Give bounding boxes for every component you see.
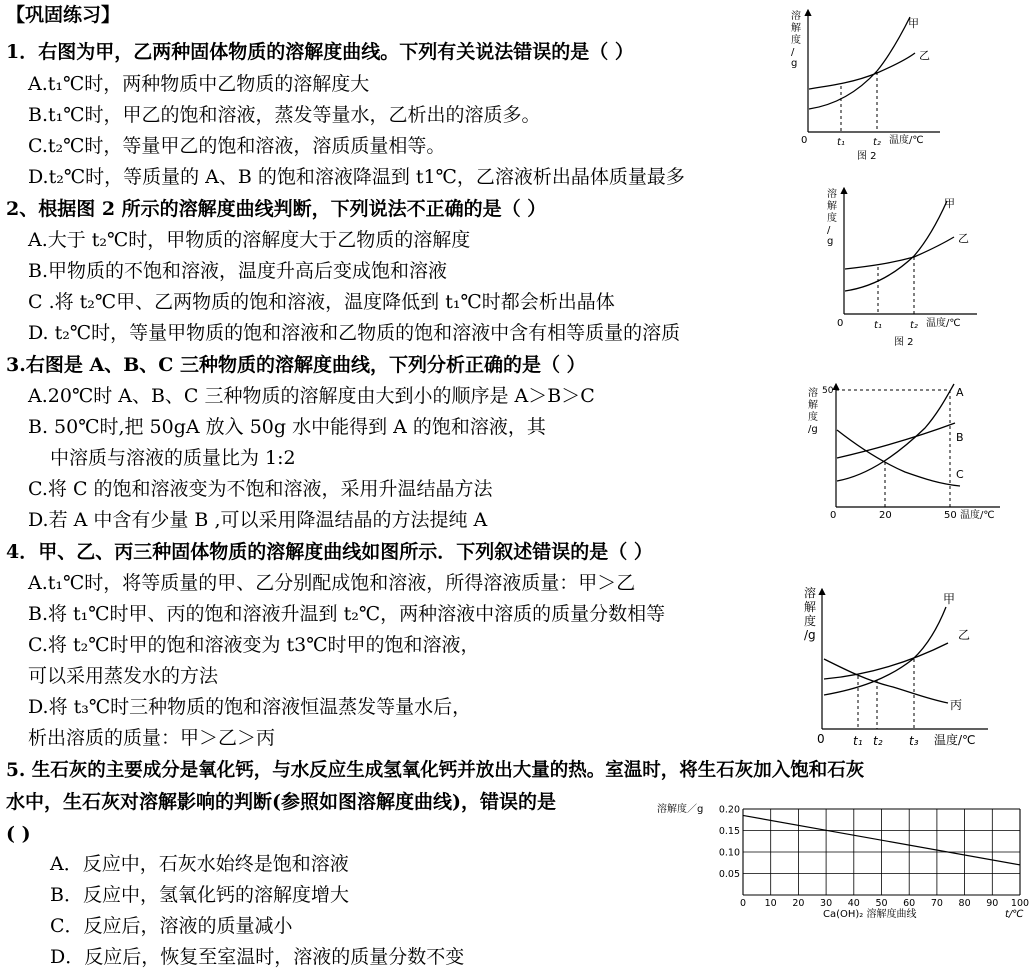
fig5-x-tick-label: 100 (1010, 898, 1030, 909)
fig4-ylabel-3: 度 (804, 614, 817, 628)
fig3-ylabel-3: 度 (808, 412, 818, 423)
q1-option-c: C.t₂℃时，等量甲乙的饱和溶液，溶质质量相等。 (28, 135, 446, 157)
q1-option-a: A.t₁℃时，两种物质中乙物质的溶解度大 (28, 73, 370, 95)
fig4-xlabel: 温度/℃ (934, 733, 976, 747)
fig4-t1-tick: t₁ (853, 734, 863, 748)
fig2-ylabel-1: 溶 (827, 189, 837, 200)
fig1-ylabel-3: 度 (791, 35, 801, 46)
fig5-x-tick-label: 50 (875, 898, 888, 909)
fig1-label-jia: 甲 (908, 17, 919, 30)
fig2-label-yi: 乙 (958, 232, 969, 245)
q2-stem: 2、根据图 2 所示的溶解度曲线判断，下列说法不正确的是（ ） (6, 198, 547, 220)
fig3-label-c: C (956, 468, 964, 481)
q4-option-c-line1: C.将 t₂℃时甲的饱和溶液变为 t3℃时甲的饱和溶液， (28, 634, 480, 656)
q4-option-a: A.t₁℃时，将等质量的甲、乙分别配成饱和溶液，所得溶液质量：甲＞乙 (28, 572, 636, 594)
q3-option-d: D.若 A 中含有少量 B ,可以采用降温结晶的方法提纯 A (28, 509, 488, 531)
fig2-curve-yi (845, 237, 954, 269)
fig2-xlabel: 温度/℃ (926, 318, 961, 329)
fig5-x-tick-label: 70 (930, 898, 943, 909)
q2-option-c: C .将 t₂℃甲、乙两物质的饱和溶液，温度降低到 t₁℃时都会析出晶体 (28, 291, 615, 313)
fig4-label-yi: 乙 (958, 628, 971, 642)
fig5-y-tick-label: 0.10 (718, 847, 740, 859)
fig5-x-tick-label: 80 (958, 898, 971, 909)
fig3-curve-a (837, 384, 954, 481)
q1-option-d: D.t₂℃时，等质量的 A、B 的饱和溶液降温到 t1℃，乙溶液析出晶体质量最多 (28, 166, 685, 188)
q5-stem-line1: 5. 生石灰的主要成分是氧化钙，与水反应生成氢氧化钙并放出大量的热。室温时，将生石灰加入饱和石灰 (6, 760, 865, 781)
q3-option-c: C.将 C 的饱和溶液变为不饱和溶液，采用升温结晶方法 (28, 478, 493, 500)
q2-option-b: B.甲物质的不饱和溶液，温度升高后变成饱和溶液 (28, 260, 448, 282)
fig5-ylabel: 溶解度／g (657, 804, 704, 815)
q2-option-d: D. t₂℃时，等量甲物质的饱和溶液和乙物质的饱和溶液中含有相等质量的溶质 (28, 322, 681, 344)
q3-stem: 3.右图是 A、B、C 三种物质的溶解度曲线，下列分析正确的是（ ） (6, 354, 586, 376)
fig2-label-jia: 甲 (944, 197, 955, 210)
fig2-curve-jia (845, 201, 947, 291)
q5-option-b: B．反应中，氢氧化钙的溶解度增大 (50, 884, 349, 906)
q3-option-b-line2: 中溶质与溶液的质量比为 1:2 (50, 447, 296, 469)
q3-option-a: A.20℃时 A、B、C 三种物质的溶解度由大到小的顺序是 A＞B＞C (28, 385, 595, 407)
fig1-ylabel-4: / (791, 47, 795, 58)
fig5-y-tick-label: 0.15 (718, 826, 740, 837)
fig5-x-tick-label: 40 (847, 898, 860, 909)
fig5-x-tick-label: 60 (903, 898, 916, 909)
fig5-y-tick-label: 0.20 (718, 804, 740, 816)
q5-answer-blank: ( ) (6, 823, 31, 845)
q3-option-b-line1: B. 50℃时,把 50gA 放入 50g 水中能得到 A 的饱和溶液，其 (28, 416, 546, 438)
fig1-origin: 0 (801, 135, 808, 146)
q5-option-c: C．反应后，溶液的质量减小 (50, 915, 293, 937)
fig5-x-tick-label: 20 (792, 898, 805, 909)
q4-option-d-line1: D.将 t₃℃时三种物质的饱和溶液恒温蒸发等量水后， (28, 696, 472, 718)
fig2-origin: 0 (837, 318, 844, 329)
fig4-t3-tick: t₃ (909, 734, 919, 748)
q5-option-a: A．反应中，石灰水始终是饱和溶液 (50, 853, 349, 875)
fig4-curve-jia (824, 607, 946, 695)
fig2-t2-tick: t₂ (910, 320, 918, 331)
q4-option-b: B.将 t₁℃时甲、丙的饱和溶液升温到 t₂℃，两种溶液中溶质的质量分数相等 (28, 603, 666, 625)
fig3-x50-tick: 50 (944, 510, 957, 521)
fig3-ylabel-2: 解 (808, 400, 818, 411)
fig2-ylabel-5: g (827, 236, 834, 247)
fig5-y-tick-label: 0.05 (718, 869, 740, 880)
fig3-y50-tick: 50 (822, 386, 834, 396)
q5-option-d: D．反应后，恢复至室温时，溶液的质量分数不变 (50, 946, 465, 968)
fig5-title: Ca(OH)₂ 溶解度曲线 (823, 909, 917, 920)
q1-option-b: B.t₁℃时，甲乙的饱和溶液，蒸发等量水，乙析出的溶质多。 (28, 104, 541, 126)
q1-stem: 1．右图为甲，乙两种固体物质的溶解度曲线。下列有关说法错误的是（ ） (6, 41, 634, 63)
fig2-caption: 图 2 (894, 337, 914, 348)
fig1-t1-tick: t₁ (837, 137, 845, 148)
fig3-origin: 0 (830, 510, 837, 521)
fig1-ylabel-5: g (791, 58, 798, 69)
fig5-x-tick-label: 10 (764, 898, 777, 909)
fig4-ylabel-1: 溶 (804, 586, 817, 600)
fig2-ylabel-2: 解 (827, 201, 837, 212)
fig1-t2-tick: t₂ (873, 137, 881, 148)
fig5-x-tick-label: 30 (820, 898, 833, 909)
fig1-curve-yi (809, 53, 915, 89)
fig3-curve-c (837, 430, 960, 486)
fig5-x-tick-label: 90 (986, 898, 999, 909)
fig5-xlabel: t/℃ (1005, 909, 1024, 920)
q4-option-c-line2: 可以采用蒸发水的方法 (28, 665, 219, 687)
fig1-curve-jia (809, 17, 910, 109)
figure3-abc-solubility-curve (800, 380, 1005, 525)
fig3-ylabel-4: /g (808, 424, 818, 435)
fig4-ylabel-4: /g (804, 628, 816, 642)
figure1-solubility-curve (785, 5, 945, 165)
figure5-caoh2-solubility-chart (655, 800, 1030, 922)
q4-stem: 4．甲、乙、丙三种固体物质的溶解度曲线如图所示．下列叙述错误的是（ ） (6, 541, 653, 563)
fig3-ylabel-1: 溶 (808, 388, 818, 399)
q4-option-d-line2: 析出溶质的质量：甲＞乙＞丙 (28, 727, 276, 749)
fig3-xlabel: 温度/℃ (960, 510, 995, 521)
fig5-x-tick-label: 0 (739, 898, 747, 909)
fig2-ylabel-4: / (827, 225, 831, 236)
fig4-origin: 0 (817, 732, 825, 746)
fig3-label-b: B (956, 431, 964, 444)
figure2-solubility-curve (822, 183, 982, 353)
fig4-curve-bing (824, 659, 948, 703)
fig4-curve-yi (824, 643, 948, 679)
section-title: 【巩固练习】 (6, 4, 121, 26)
figure4-solubility-curve (798, 583, 998, 755)
fig4-label-jia: 甲 (943, 592, 956, 606)
fig2-t1-tick: t₁ (874, 320, 882, 331)
fig1-caption: 图 2 (857, 151, 877, 162)
fig1-ylabel-2: 解 (791, 23, 801, 34)
fig3-x20-tick: 20 (879, 510, 892, 521)
fig1-label-yi: 乙 (919, 49, 930, 62)
q2-option-a: A.大于 t₂℃时，甲物质的溶解度大于乙物质的溶解度 (28, 229, 471, 251)
fig1-xlabel: 温度/℃ (889, 135, 924, 146)
fig2-ylabel-3: 度 (827, 213, 837, 224)
fig1-ylabel-1: 溶 (791, 11, 801, 22)
fig4-t2-tick: t₂ (873, 734, 883, 748)
q5-stem-line2: 水中，生石灰对溶解影响的判断(参照如图溶解度曲线)，错误的是 (6, 791, 556, 813)
fig3-label-a: A (956, 386, 964, 399)
fig4-label-bing: 丙 (950, 698, 963, 712)
fig4-ylabel-2: 解 (804, 600, 817, 614)
